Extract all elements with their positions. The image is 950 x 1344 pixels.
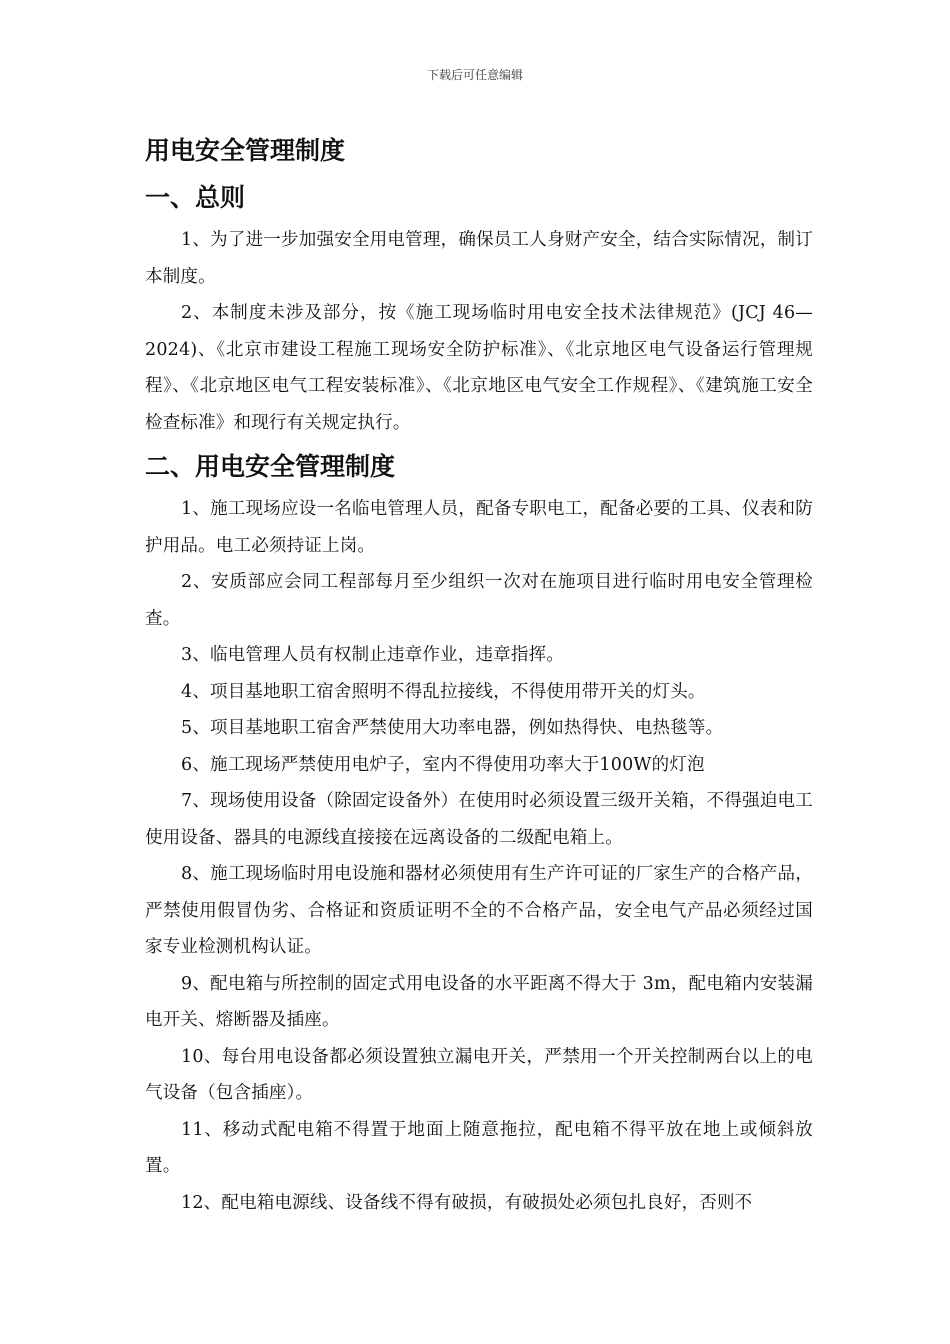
- header-note: 下载后可任意编辑: [426, 68, 523, 82]
- paragraph: 1、施工现场应设一名临电管理人员，配备专职电工，配备必要的工具、仪表和防护用品。电工必须持证上岗。: [145, 499, 813, 556]
- paragraph: 4、项目基地职工宿舍照明不得乱拉接线，不得使用带开关的灯头。: [181, 681, 706, 702]
- document-title: 用电安全管理制度: [145, 136, 346, 165]
- document-body: [145, 128, 813, 1221]
- paragraph: 8、施工现场临时用电设施和器材必须使用有生产许可证的厂家生产的合格产品，严禁使用假冒伪劣、合格证和资质证明不全的不合格产品，安全电气产品必须经过国家专业检测机构认证。: [145, 864, 813, 957]
- paragraph: 3、临电管理人员有权制止违章作业，违章指挥。: [181, 645, 565, 665]
- paragraph: 2、本制度未涉及部分，按《施工现场临时用电安全技术法律规范》(JCJ 46—2024)、《北京市建设工程施工现场安全防护标准》、《北京地区电气设备运行管理规程》、《北京地区电气工程安装标准》、《北京地区电气安全工作规程》、《建筑施工安全检查标准》和现行有关规定执行。: [145, 303, 813, 433]
- paragraph: 6、施工现场严禁使用电炉子，室内不得使用功率大于100W的灯泡: [181, 754, 705, 775]
- section-heading: 一、总则: [145, 183, 246, 212]
- paragraph: 5、项目基地职工宿舍严禁使用大功率电器，例如热得快、电热毯等。: [181, 718, 724, 738]
- section-safety-rules: [145, 443, 813, 1221]
- section-heading: 二、用电安全管理制度: [145, 452, 396, 481]
- section-general: [145, 174, 813, 441]
- paragraph: 11、移动式配电箱不得置于地面上随意拖拉，配电箱不得平放在地上或倾斜放置。: [145, 1119, 813, 1176]
- paragraph: 1、为了进一步加强安全用电管理，确保员工人身财产安全，结合实际情况，制订本制度。: [145, 230, 813, 287]
- paragraph: 12、配电箱电源线、设备线不得有破损，有破损处必须包扎良好，否则不: [181, 1192, 753, 1213]
- paragraph: 7、现场使用设备（除固定设备外）在使用时必须设置三级开关箱，不得强迫电工使用设备、器具的电源线直接接在远离设备的二级配电箱上。: [145, 791, 813, 848]
- paragraph: 9、配电箱与所控制的固定式用电设备的水平距离不得大于 3m，配电箱内安装漏电开关、熔断器及插座。: [145, 973, 813, 1030]
- paragraph: 10、每台用电设备都必须设置独立漏电开关，严禁用一个开关控制两台以上的电气设备（包含插座）。: [145, 1046, 813, 1103]
- paragraph: 2、安质部应会同工程部每月至少组织一次对在施项目进行临时用电安全管理检查。: [145, 572, 813, 629]
